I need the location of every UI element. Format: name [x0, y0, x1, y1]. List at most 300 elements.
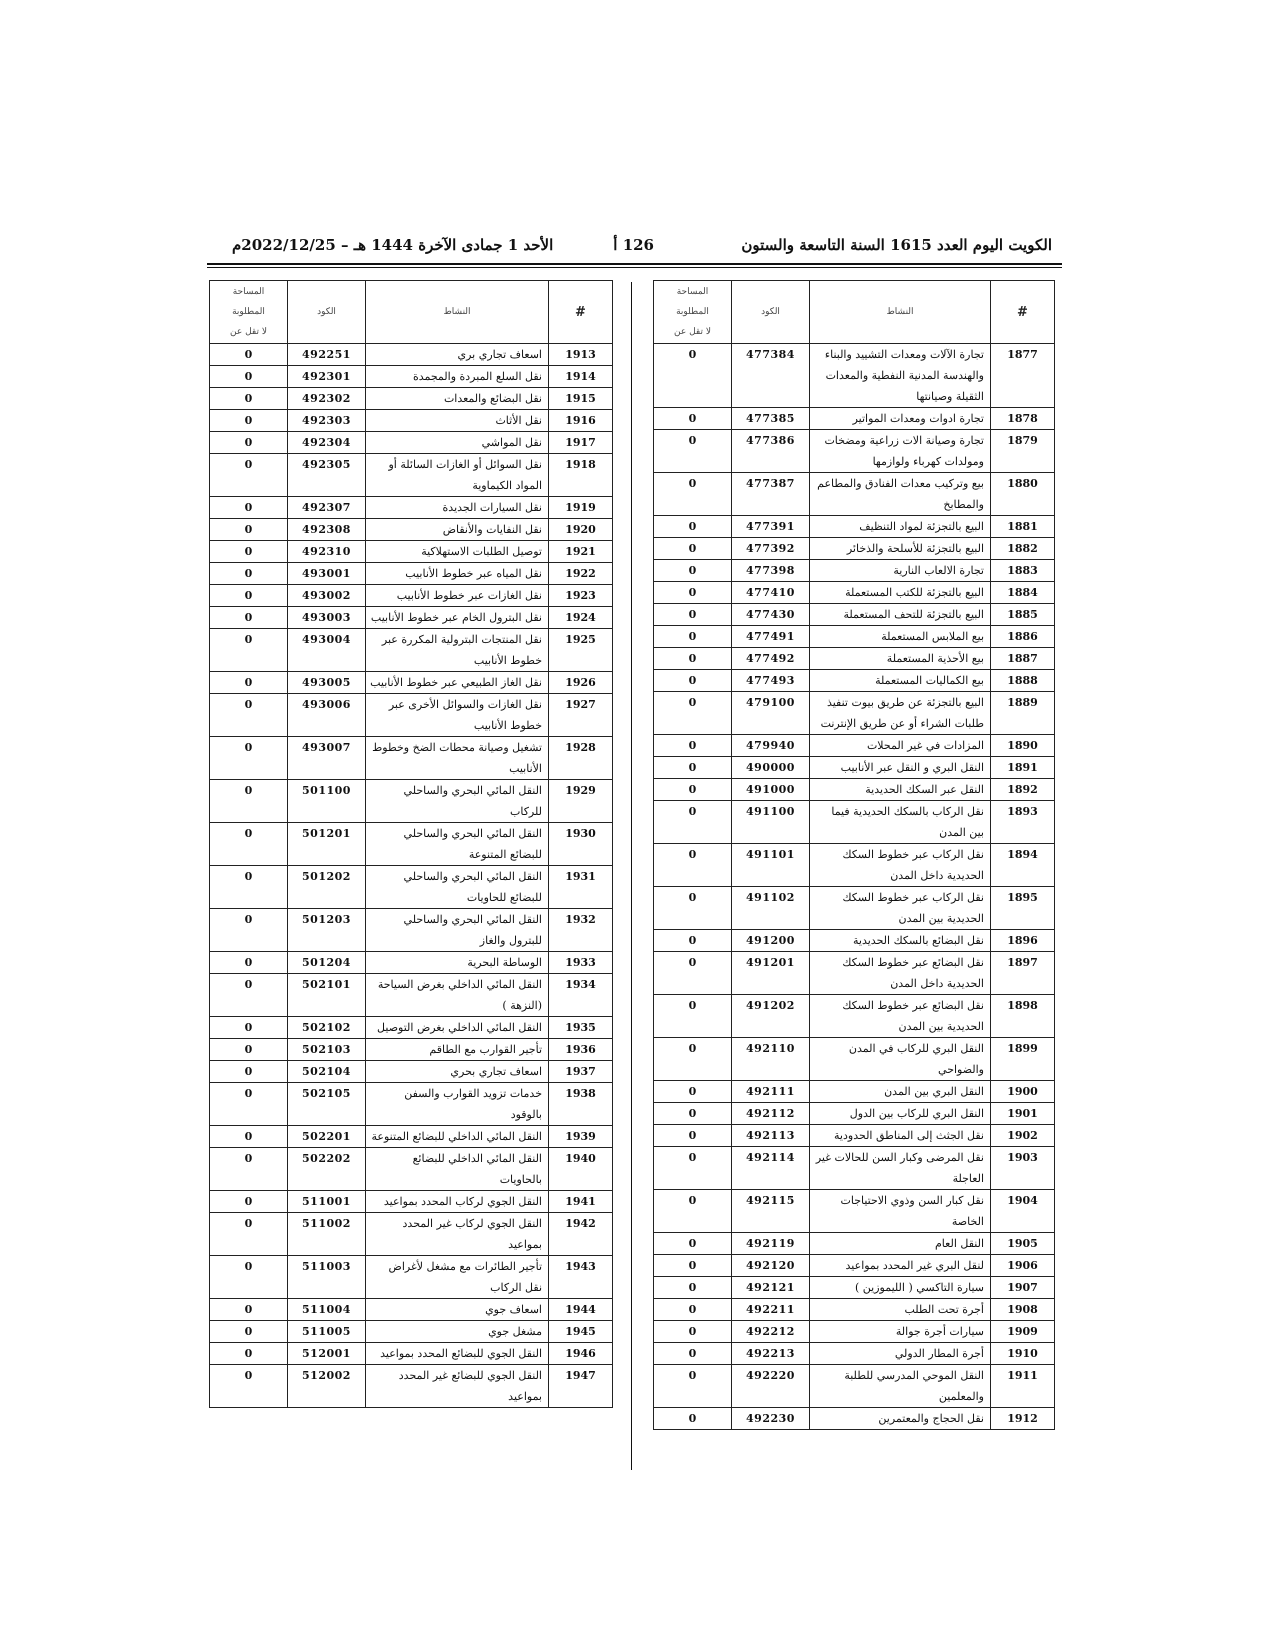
activity-name: النقل البري بين المدن	[810, 1081, 991, 1103]
table-row	[210, 541, 613, 563]
required-area: 0	[210, 629, 288, 672]
required-area: 0	[654, 1365, 732, 1408]
required-area: 0	[210, 1017, 288, 1039]
table-row	[654, 930, 1055, 952]
area-header-line2: المطلوبة	[232, 307, 265, 317]
table-row	[210, 1343, 613, 1365]
header-rule	[207, 263, 1062, 265]
activity-name: النقل الجوي للبضائع غير المحدد بمواعيد	[366, 1365, 549, 1408]
row-number: 1943	[549, 1256, 613, 1299]
row-number: 1922	[549, 563, 613, 585]
table-row	[654, 516, 1055, 538]
activity-code: 477384	[732, 344, 810, 408]
row-number: 1926	[549, 672, 613, 694]
activity-code: 492121	[732, 1277, 810, 1299]
activities-table-left	[209, 280, 613, 1408]
activity-name: مشغل جوي	[366, 1321, 549, 1343]
required-area: 0	[654, 408, 732, 430]
row-number: 1906	[991, 1255, 1055, 1277]
table-row	[210, 519, 613, 541]
required-area: 0	[654, 582, 732, 604]
table-row	[654, 1277, 1055, 1299]
table-row	[654, 1081, 1055, 1103]
table-row	[210, 1061, 613, 1083]
table-row	[210, 366, 613, 388]
required-area: 0	[210, 607, 288, 629]
activity-code: 477386	[732, 430, 810, 473]
required-area: 0	[654, 1125, 732, 1147]
row-number: 1895	[991, 887, 1055, 930]
table-row	[654, 473, 1055, 516]
required-area: 0	[654, 1299, 732, 1321]
required-area: 0	[210, 974, 288, 1017]
activity-name: تجارة ادوات ومعدات المواتير	[810, 408, 991, 430]
activity-code: 479100	[732, 692, 810, 735]
activity-code: 493002	[288, 585, 366, 607]
table-row	[210, 672, 613, 694]
table-row	[654, 1125, 1055, 1147]
activity-name: النقل العام	[810, 1233, 991, 1255]
row-number: 1911	[991, 1365, 1055, 1408]
activity-name: نقل السيارات الجديدة	[366, 497, 549, 519]
required-area: 0	[654, 887, 732, 930]
activity-code: 492251	[288, 344, 366, 366]
column-divider	[631, 282, 632, 1470]
page-header	[232, 236, 1052, 260]
required-area: 0	[210, 909, 288, 952]
row-number: 1942	[549, 1213, 613, 1256]
activity-code: 477430	[732, 604, 810, 626]
row-number: 1878	[991, 408, 1055, 430]
required-area: 0	[654, 1038, 732, 1081]
row-number: 1893	[991, 801, 1055, 844]
activity-name: أجرة تحت الطلب	[810, 1299, 991, 1321]
required-area: 0	[210, 585, 288, 607]
activity-code: 492220	[732, 1365, 810, 1408]
activity-code: 492305	[288, 454, 366, 497]
activity-name: النقل المائي البحري والساحلي للبضائع للحاويات	[366, 866, 549, 909]
table-row	[210, 952, 613, 974]
row-number: 1946	[549, 1343, 613, 1365]
row-number: 1920	[549, 519, 613, 541]
required-area: 0	[210, 1039, 288, 1061]
row-number: 1889	[991, 692, 1055, 735]
row-number: 1877	[991, 344, 1055, 408]
row-number: 1915	[549, 388, 613, 410]
activity-code: 502103	[288, 1039, 366, 1061]
row-number: 1924	[549, 607, 613, 629]
table-row	[654, 692, 1055, 735]
table-header-row	[654, 281, 1055, 344]
activity-code: 477493	[732, 670, 810, 692]
activity-name: النقل المائي البحري والساحلي للبترول والغاز	[366, 909, 549, 952]
row-number: 1898	[991, 995, 1055, 1038]
activity-code: 491000	[732, 779, 810, 801]
activity-column-header: النشاط	[366, 281, 549, 344]
activity-name: النقل المائي الداخلي بغرض التوصيل	[366, 1017, 549, 1039]
row-number: 1902	[991, 1125, 1055, 1147]
table-row	[654, 538, 1055, 560]
activity-name: نقل الركاب عبر خطوط السكك الحديدية بين المدن	[810, 887, 991, 930]
activity-name: نقل النفايات والأنقاض	[366, 519, 549, 541]
required-area: 0	[654, 344, 732, 408]
activity-code: 493005	[288, 672, 366, 694]
table-row	[654, 735, 1055, 757]
activity-name: البيع بالتجزئة عن طريق بيوت تنفيذ طلبات الشراء أو عن طريق الإنترنت	[810, 692, 991, 735]
activity-name: النقل المائي الداخلي للبضائع بالحاويات	[366, 1148, 549, 1191]
activity-code: 492111	[732, 1081, 810, 1103]
activity-name: النقل عبر السكك الحديدية	[810, 779, 991, 801]
required-area: 0	[654, 538, 732, 560]
required-area: 0	[654, 473, 732, 516]
activity-code: 492120	[732, 1255, 810, 1277]
area-header-line1: المساحة	[676, 287, 709, 297]
table-row	[210, 909, 613, 952]
activity-code: 493003	[288, 607, 366, 629]
activity-code: 477387	[732, 473, 810, 516]
required-area: 0	[654, 995, 732, 1038]
area-header-line3: لا تقل عن	[230, 327, 267, 337]
table-row	[654, 801, 1055, 844]
required-area: 0	[210, 366, 288, 388]
activity-name: النقل المائي البحري والساحلي للبضائع المتنوعة	[366, 823, 549, 866]
activity-name: نقل الجثث إلى المناطق الحدودية	[810, 1125, 991, 1147]
required-area: 0	[210, 410, 288, 432]
activity-name: النقل المائي الداخلي بغرض السياحة (النزهة )	[366, 974, 549, 1017]
row-number: 1944	[549, 1299, 613, 1321]
table-row	[210, 388, 613, 410]
required-area: 0	[654, 930, 732, 952]
table-row	[210, 607, 613, 629]
row-number: 1929	[549, 780, 613, 823]
row-number: 1904	[991, 1190, 1055, 1233]
activity-code: 502101	[288, 974, 366, 1017]
activity-name: نقل الغازات والسوائل الأخرى عبر خطوط الأنابيب	[366, 694, 549, 737]
row-number: 1884	[991, 582, 1055, 604]
table-row	[210, 694, 613, 737]
row-number: 1888	[991, 670, 1055, 692]
row-number: 1899	[991, 1038, 1055, 1081]
activity-code: 492110	[732, 1038, 810, 1081]
required-area: 0	[654, 648, 732, 670]
activity-code: 511002	[288, 1213, 366, 1256]
num-column-header: #	[991, 281, 1055, 344]
activity-name: النقل المائي البحري والساحلي للركاب	[366, 780, 549, 823]
activity-code: 492119	[732, 1233, 810, 1255]
activity-name: نقل البترول الخام عبر خطوط الأنابيب	[366, 607, 549, 629]
activity-name: نقل البضائع عبر خطوط السكك الحديدية داخل المدن	[810, 952, 991, 995]
required-area: 0	[654, 952, 732, 995]
required-area: 0	[210, 694, 288, 737]
required-area: 0	[210, 1321, 288, 1343]
activity-code: 477392	[732, 538, 810, 560]
activity-code: 491102	[732, 887, 810, 930]
activity-name: نقل المواشي	[366, 432, 549, 454]
required-area: 0	[210, 519, 288, 541]
activity-name: بيع الملابس المستعملة	[810, 626, 991, 648]
required-area: 0	[654, 604, 732, 626]
row-number: 1900	[991, 1081, 1055, 1103]
row-number: 1917	[549, 432, 613, 454]
row-number: 1910	[991, 1343, 1055, 1365]
activity-code: 502202	[288, 1148, 366, 1191]
activity-code: 491101	[732, 844, 810, 887]
required-area: 0	[210, 497, 288, 519]
required-area: 0	[654, 626, 732, 648]
activity-code: 501100	[288, 780, 366, 823]
activity-name: نقل السلع المبردة والمجمدة	[366, 366, 549, 388]
activity-name: نقل المنتجات البترولية المكررة عبر خطوط الأنابيب	[366, 629, 549, 672]
row-number: 1886	[991, 626, 1055, 648]
row-number: 1937	[549, 1061, 613, 1083]
activity-code: 502104	[288, 1061, 366, 1083]
activity-code: 501201	[288, 823, 366, 866]
required-area: 0	[654, 1147, 732, 1190]
table-row	[210, 780, 613, 823]
table-row	[654, 1255, 1055, 1277]
activity-name: سيارات أجرة جوالة	[810, 1321, 991, 1343]
required-area: 0	[210, 1148, 288, 1191]
activity-code: 492307	[288, 497, 366, 519]
table-row	[210, 974, 613, 1017]
row-number: 1921	[549, 541, 613, 563]
row-number: 1890	[991, 735, 1055, 757]
activity-code: 511004	[288, 1299, 366, 1321]
table-row	[210, 866, 613, 909]
required-area: 0	[210, 780, 288, 823]
table-row	[210, 629, 613, 672]
activity-code: 477410	[732, 582, 810, 604]
activity-code: 492213	[732, 1343, 810, 1365]
table-row	[654, 1233, 1055, 1255]
required-area: 0	[210, 672, 288, 694]
row-number: 1892	[991, 779, 1055, 801]
table-row	[210, 1321, 613, 1343]
row-number: 1901	[991, 1103, 1055, 1125]
row-number: 1918	[549, 454, 613, 497]
row-number: 1935	[549, 1017, 613, 1039]
table-row	[654, 887, 1055, 930]
page-number: 126 أ	[613, 236, 654, 254]
activity-name: النقل الجوي لركاب غير المحدد بمواعيد	[366, 1213, 549, 1256]
activity-name: النقل البري للركاب بين الدول	[810, 1103, 991, 1125]
required-area: 0	[210, 1126, 288, 1148]
area-column-header	[210, 281, 288, 344]
activity-code: 501204	[288, 952, 366, 974]
activity-code: 491100	[732, 801, 810, 844]
activity-name: نقل الأثاث	[366, 410, 549, 432]
required-area: 0	[654, 1190, 732, 1233]
required-area: 0	[210, 866, 288, 909]
activity-name: النقل البري للركاب في المدن والضواحي	[810, 1038, 991, 1081]
required-area: 0	[654, 757, 732, 779]
row-number: 1887	[991, 648, 1055, 670]
activity-code: 477398	[732, 560, 810, 582]
row-number: 1903	[991, 1147, 1055, 1190]
row-number: 1919	[549, 497, 613, 519]
row-number: 1908	[991, 1299, 1055, 1321]
activity-name: النقل المائي الداخلي للبضائع المتنوعة	[366, 1126, 549, 1148]
activity-code: 511003	[288, 1256, 366, 1299]
row-number: 1925	[549, 629, 613, 672]
activity-code: 492115	[732, 1190, 810, 1233]
activity-code: 493006	[288, 694, 366, 737]
required-area: 0	[654, 1321, 732, 1343]
table-row	[210, 1256, 613, 1299]
activity-code: 502201	[288, 1126, 366, 1148]
activity-code: 491202	[732, 995, 810, 1038]
activity-code: 492113	[732, 1125, 810, 1147]
required-area: 0	[654, 1103, 732, 1125]
activity-code: 492301	[288, 366, 366, 388]
activity-code: 492230	[732, 1408, 810, 1430]
table-row	[654, 844, 1055, 887]
table-row	[654, 626, 1055, 648]
required-area: 0	[210, 952, 288, 974]
row-number: 1907	[991, 1277, 1055, 1299]
row-number: 1945	[549, 1321, 613, 1343]
activity-name: نقل السوائل أو الغازات السائلة أو المواد الكيماوية	[366, 454, 549, 497]
table-row	[210, 823, 613, 866]
activity-name: تجارة الآلات ومعدات التشييد والبناء والهندسة المدنية النفطية والمعدات الثقيلة وصيانتها	[810, 344, 991, 408]
required-area: 0	[210, 737, 288, 780]
code-column-header: الكود	[732, 281, 810, 344]
area-header-line3: لا تقل عن	[674, 327, 711, 337]
activity-name: تأجير القوارب مع الطاقم	[366, 1039, 549, 1061]
activity-code: 512001	[288, 1343, 366, 1365]
activity-code: 492310	[288, 541, 366, 563]
activity-name: اسعاف جوي	[366, 1299, 549, 1321]
table-row	[210, 563, 613, 585]
activity-code: 492303	[288, 410, 366, 432]
activity-code: 477491	[732, 626, 810, 648]
activity-name: نقل البضائع عبر خطوط السكك الحديدية بين المدن	[810, 995, 991, 1038]
row-number: 1933	[549, 952, 613, 974]
row-number: 1885	[991, 604, 1055, 626]
table-row	[654, 1147, 1055, 1190]
activity-name: نقل كبار السن وذوي الاحتياجات الخاصة	[810, 1190, 991, 1233]
table-row	[654, 670, 1055, 692]
row-number: 1894	[991, 844, 1055, 887]
row-number: 1941	[549, 1191, 613, 1213]
table-row	[210, 454, 613, 497]
code-column-header: الكود	[288, 281, 366, 344]
activity-name: بيع وتركيب معدات الفنادق والمطاعم والمطابخ	[810, 473, 991, 516]
area-header-line2: المطلوبة	[676, 307, 709, 317]
activity-code: 502102	[288, 1017, 366, 1039]
required-area: 0	[210, 454, 288, 497]
activity-name: البيع بالتجزئة للتحف المستعملة	[810, 604, 991, 626]
activity-name: النقل الجوي لركاب المحدد بمواعيد	[366, 1191, 549, 1213]
row-number: 1882	[991, 538, 1055, 560]
required-area: 0	[654, 1255, 732, 1277]
table-row	[210, 1126, 613, 1148]
table-row	[654, 1103, 1055, 1125]
table-row	[210, 1017, 613, 1039]
row-number: 1880	[991, 473, 1055, 516]
table-row	[654, 430, 1055, 473]
activity-name: توصيل الطلبات الاستهلاكية	[366, 541, 549, 563]
activity-name: نقل البضائع والمعدات	[366, 388, 549, 410]
row-number: 1913	[549, 344, 613, 366]
table-row	[210, 344, 613, 366]
activity-name: بيع الأحذية المستعملة	[810, 648, 991, 670]
required-area: 0	[654, 1081, 732, 1103]
required-area: 0	[210, 1365, 288, 1408]
table-row	[654, 1343, 1055, 1365]
issue-date: الأحد 1 جمادى الآخرة 1444 هـ – 2022/12/25م	[232, 236, 554, 254]
activity-name: خدمات تزويد القوارب والسفن بالوقود	[366, 1083, 549, 1126]
row-number: 1932	[549, 909, 613, 952]
activity-code: 492212	[732, 1321, 810, 1343]
required-area: 0	[654, 1277, 732, 1299]
required-area: 0	[210, 1213, 288, 1256]
activity-name: لنقل البري غير المحدد بمواعيد	[810, 1255, 991, 1277]
required-area: 0	[210, 1083, 288, 1126]
required-area: 0	[654, 1408, 732, 1430]
activity-code: 477492	[732, 648, 810, 670]
required-area: 0	[654, 1233, 732, 1255]
table-row	[210, 1039, 613, 1061]
activity-code: 501202	[288, 866, 366, 909]
activity-name: بيع الكماليات المستعملة	[810, 670, 991, 692]
row-number: 1939	[549, 1126, 613, 1148]
num-column-header: #	[549, 281, 613, 344]
activity-name: تأجير الطائرات مع مشغل لأغراض نقل الركاب	[366, 1256, 549, 1299]
activity-code: 492308	[288, 519, 366, 541]
row-number: 1912	[991, 1408, 1055, 1430]
required-area: 0	[654, 430, 732, 473]
activity-code: 493007	[288, 737, 366, 780]
activity-code: 479940	[732, 735, 810, 757]
row-number: 1936	[549, 1039, 613, 1061]
activity-code: 491200	[732, 930, 810, 952]
table-row	[654, 408, 1055, 430]
activity-name: نقل المرضى وكبار السن للحالات غير العاجلة	[810, 1147, 991, 1190]
activity-name: النقل الجوي للبضائع المحدد بمواعيد	[366, 1343, 549, 1365]
activity-name: تجارة الالعاب النارية	[810, 560, 991, 582]
activity-code: 477391	[732, 516, 810, 538]
activity-name: تشغيل وصيانة محطات الضخ وخطوط الأنابيب	[366, 737, 549, 780]
activity-name: نقل الغاز الطبيعي عبر خطوط الأنابيب	[366, 672, 549, 694]
activity-name: نقل الركاب بالسكك الحديدية فيما بين المدن	[810, 801, 991, 844]
activity-name: نقل الركاب عبر خطوط السكك الحديدية داخل المدن	[810, 844, 991, 887]
table-row	[654, 560, 1055, 582]
activity-code: 493001	[288, 563, 366, 585]
required-area: 0	[654, 692, 732, 735]
table-row	[654, 1038, 1055, 1081]
activity-code: 492304	[288, 432, 366, 454]
row-number: 1879	[991, 430, 1055, 473]
table-row	[654, 344, 1055, 408]
row-number: 1883	[991, 560, 1055, 582]
activity-name: تجارة وصيانة الات زراعية ومضخات ومولدات كهرباء ولوازمها	[810, 430, 991, 473]
row-number: 1930	[549, 823, 613, 866]
activity-name: سيارة التاكسي ( الليموزين )	[810, 1277, 991, 1299]
table-row	[654, 995, 1055, 1038]
gazette-title: الكويت اليوم العدد 1615 السنة التاسعة والستون	[741, 236, 1052, 254]
activity-code: 502105	[288, 1083, 366, 1126]
table-row	[654, 648, 1055, 670]
activity-name: المزادات في غير المحلات	[810, 735, 991, 757]
table-row	[210, 1365, 613, 1408]
row-number: 1916	[549, 410, 613, 432]
table-row	[210, 737, 613, 780]
row-number: 1881	[991, 516, 1055, 538]
required-area: 0	[654, 560, 732, 582]
row-number: 1896	[991, 930, 1055, 952]
table-row	[210, 585, 613, 607]
